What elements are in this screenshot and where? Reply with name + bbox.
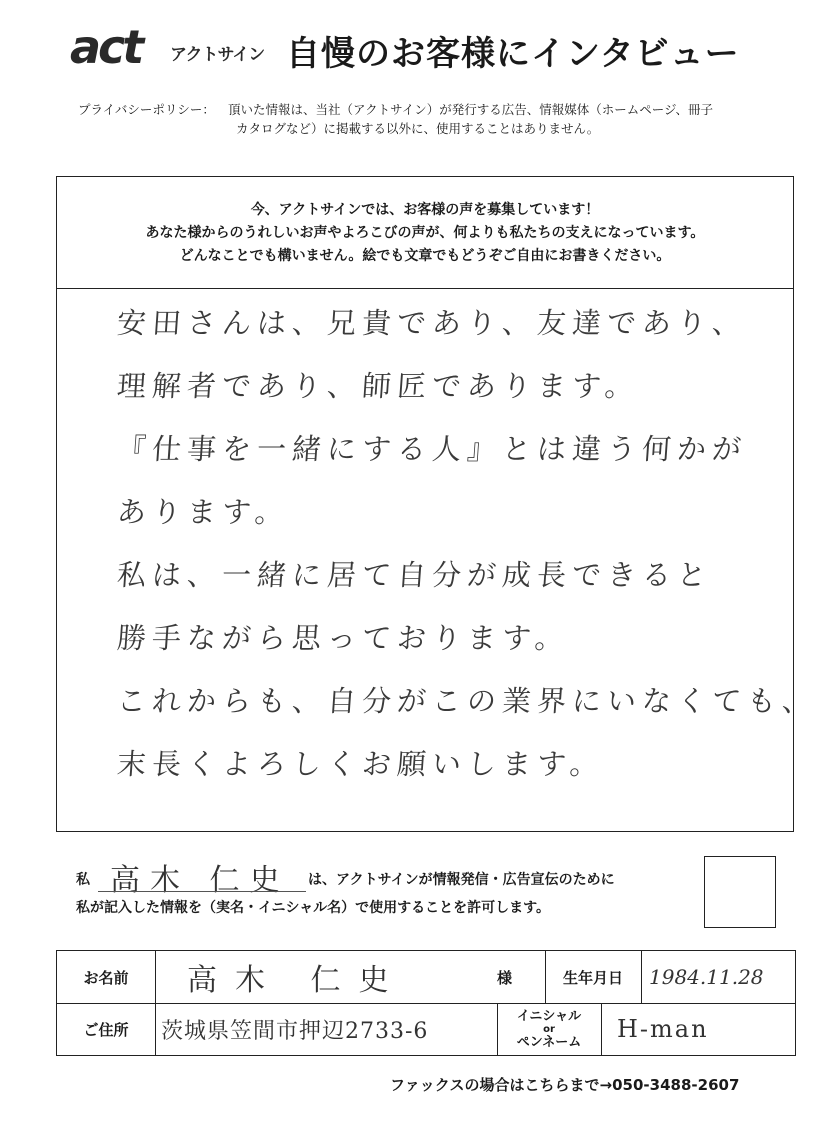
message-line: 末長くよろしくお願いします。 xyxy=(115,747,606,781)
initial-label-1: イニシャル xyxy=(516,1008,582,1024)
permission-line-1: は、アクトサインが情報発信・広告宣伝のために xyxy=(308,872,615,888)
name-label: お名前 xyxy=(83,968,129,987)
form-row-address xyxy=(57,1003,795,1055)
permission-line-2: 私が記入した情報を（実名・イニシャル名）で使用することを許可します。 xyxy=(76,900,551,916)
intro-divider xyxy=(57,288,793,289)
signature-underline xyxy=(98,891,306,892)
permission-prefix: 私 xyxy=(76,872,90,888)
intro-line-2: あなた様からのうれしいお声やよろこびの声が、何よりも私たちの支えになっています。 xyxy=(145,225,705,241)
message-line: 安田さんは、兄貴であり、友達であり、 xyxy=(115,306,749,340)
consent-checkbox[interactable] xyxy=(704,856,776,928)
message-box xyxy=(56,176,819,832)
acto-logo: act xyxy=(70,20,142,74)
birthdate-value[interactable]: 1984.11.28 xyxy=(649,965,764,989)
message-line: 理解者であり、師匠であります。 xyxy=(115,369,641,403)
brand-katakana: アクトサイン xyxy=(170,45,265,65)
honorific-label: 様 xyxy=(497,968,513,987)
message-line: あります。 xyxy=(115,495,291,529)
message-line: 『仕事を一緒にする人』とは違う何かが xyxy=(115,432,749,466)
intro-line-3: どんなことでも構いません。絵でも文章でもどうぞご自由にお書きください。 xyxy=(179,248,671,264)
name-value[interactable]: 高木 仁史 xyxy=(187,963,407,998)
initial-label-or: or xyxy=(543,1023,555,1035)
privacy-line-1: 頂いた情報は、当社（アクトサイン）が発行する広告、情報媒体（ホームページ、冊子 xyxy=(228,102,714,117)
handwritten-message xyxy=(115,292,819,796)
intro-text xyxy=(57,199,793,268)
privacy-policy xyxy=(78,100,778,138)
address-value[interactable]: 茨城県笠間市押辺2733-6 xyxy=(161,1018,429,1044)
privacy-line-2: カタログなど）に掲載する以外に、使用することはありません。 xyxy=(236,121,600,136)
intro-line-1: 今、アクトサインでは、お客様の声を募集しています！ xyxy=(250,202,600,218)
message-line: これからも、自分がこの業界にいなくても、 xyxy=(115,684,819,718)
form-row-name xyxy=(57,951,795,1004)
initial-label-2: ペンネーム xyxy=(516,1034,582,1050)
message-line: 勝手ながら思っております。 xyxy=(115,621,571,655)
page-title: 自慢のお客様にインタビュー xyxy=(286,34,740,74)
permission-signature-name: 高木 仁史 xyxy=(110,863,290,898)
form-table xyxy=(56,950,796,1056)
initial-value[interactable]: H-man xyxy=(617,1015,709,1043)
initial-label xyxy=(497,1003,601,1055)
fax-info: ファックスの場合はこちらまで→050-3488-2607 xyxy=(390,1076,740,1094)
privacy-label: プライバシーポリシー： xyxy=(78,102,215,117)
message-line: 私は、一緒に居て自分が成長できると xyxy=(115,558,714,592)
birthdate-label: 生年月日 xyxy=(562,968,623,987)
address-label: ご住所 xyxy=(83,1020,129,1039)
